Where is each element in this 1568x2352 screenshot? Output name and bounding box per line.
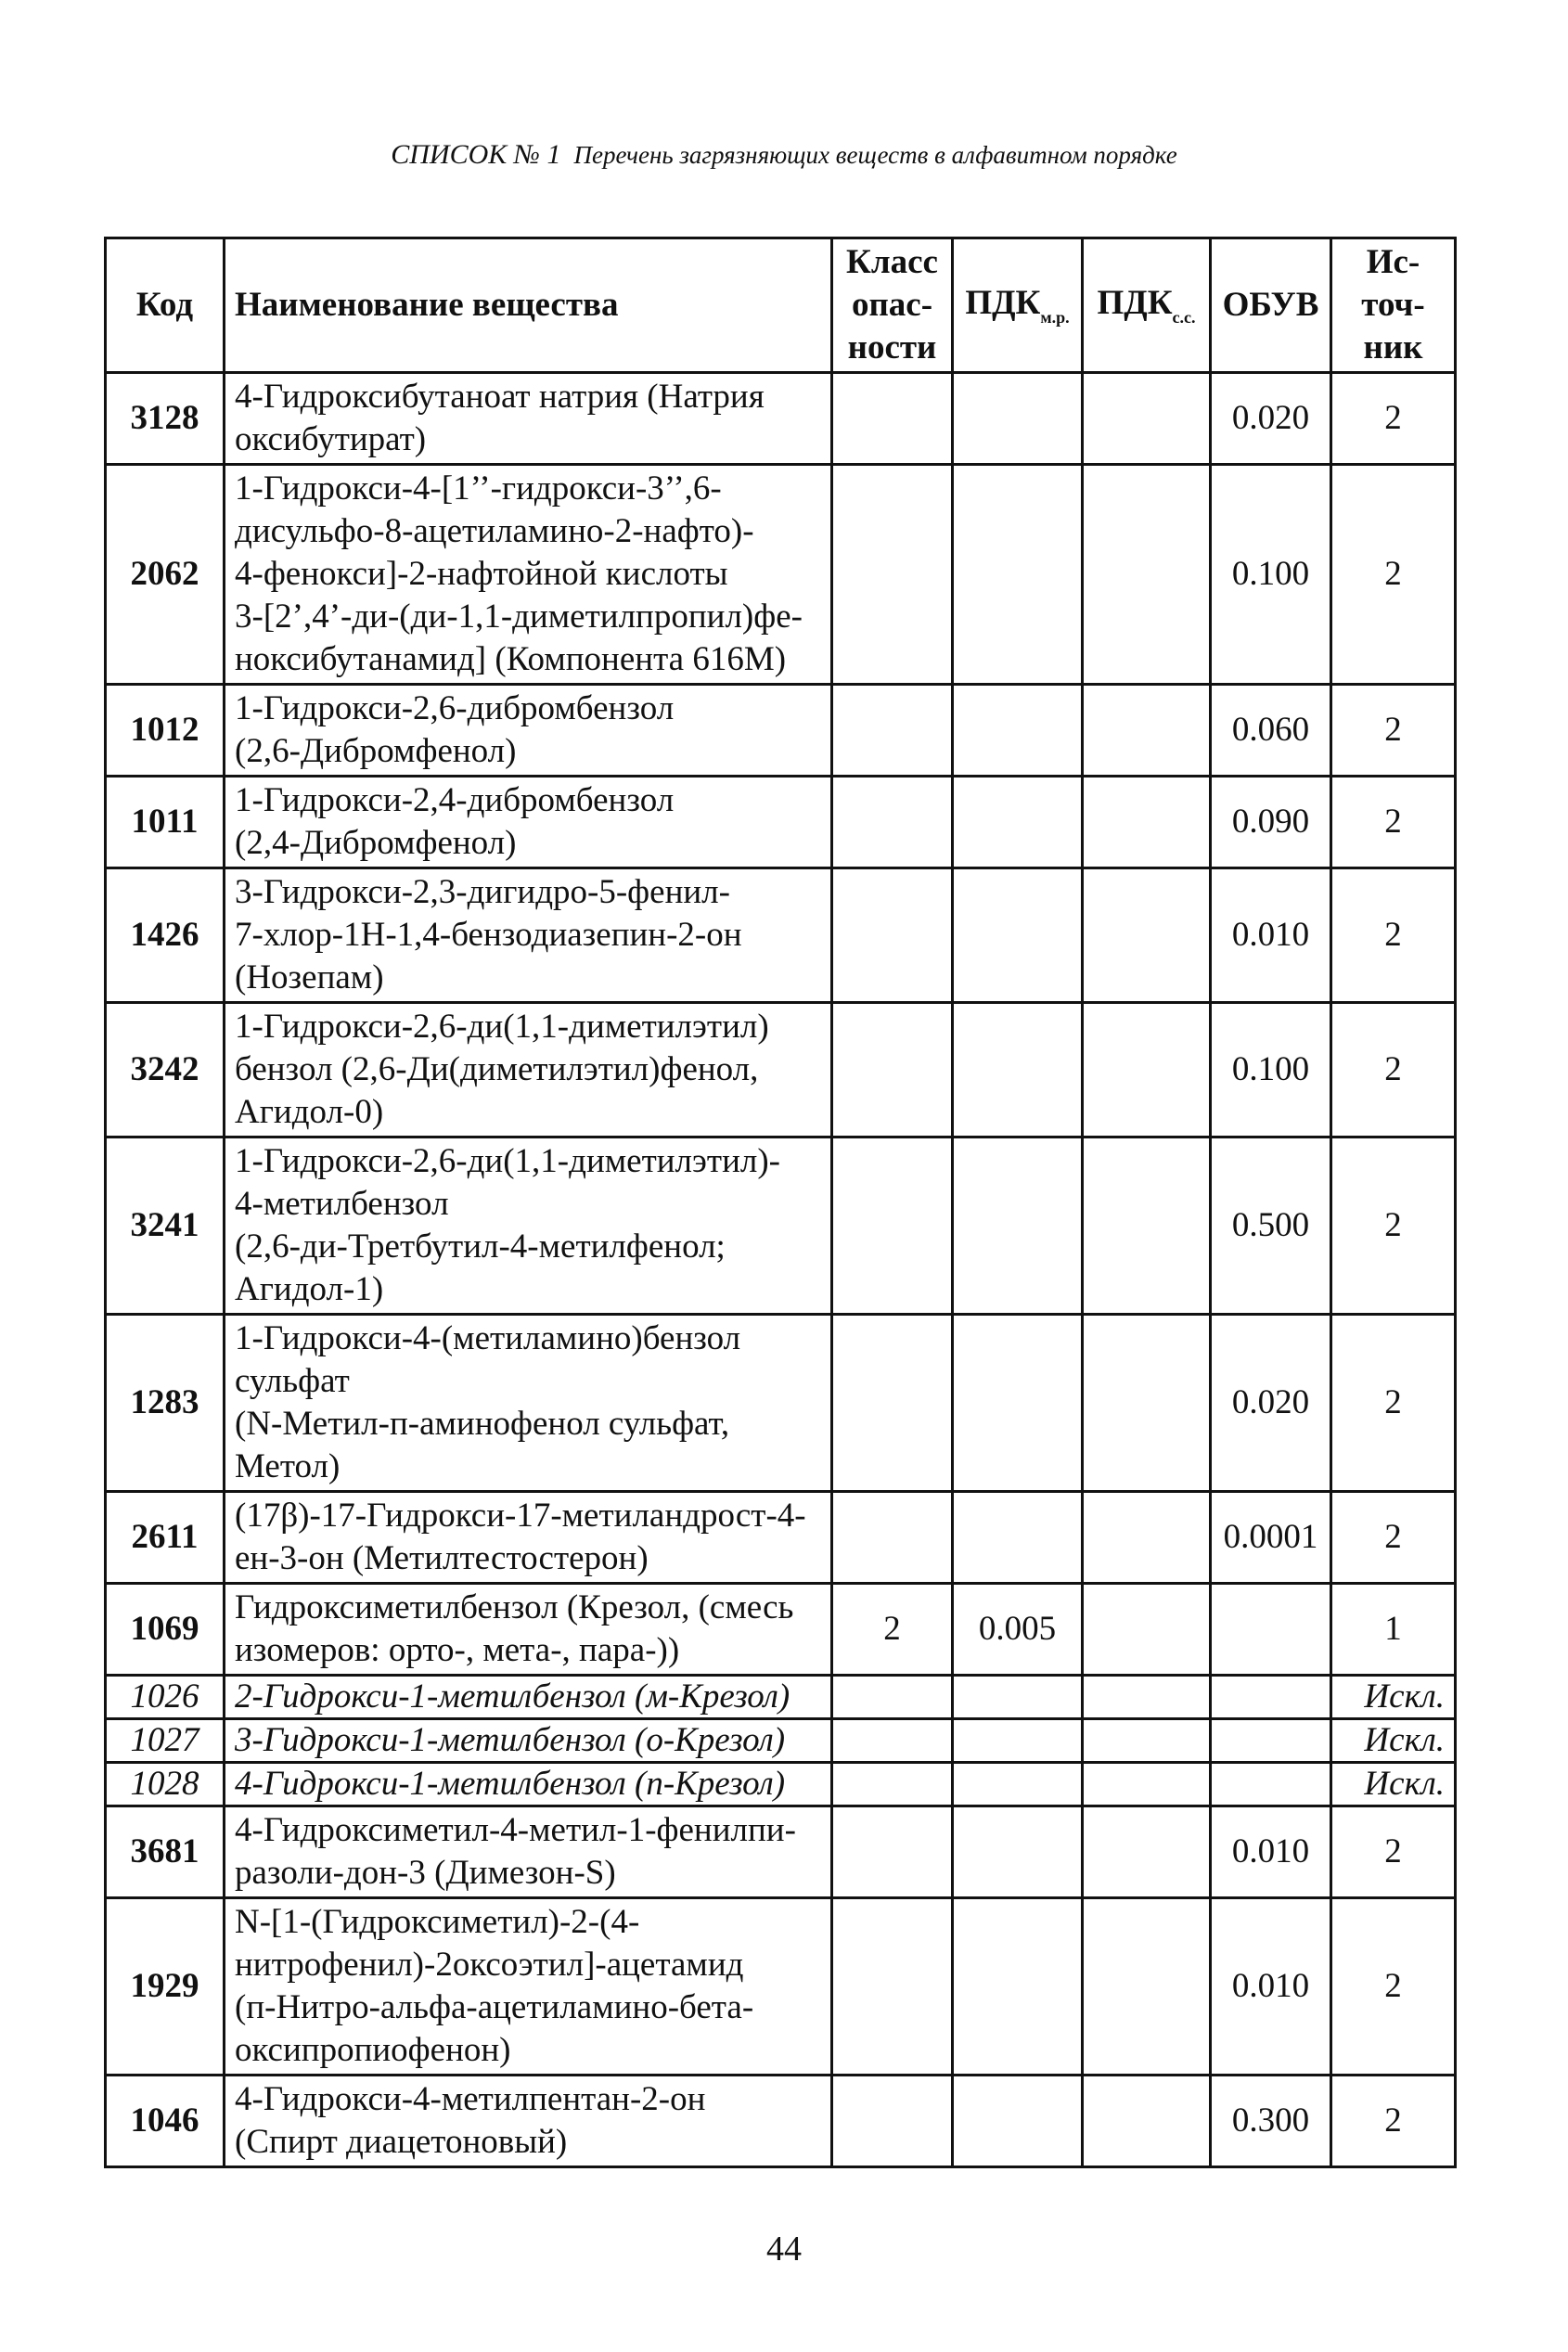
name-line: (Спирт диацетоновый) [235,2123,568,2161]
cell-pdk-mr [953,1676,1083,1719]
source-line: ник [1363,328,1423,366]
cell-code: 3241 [106,1137,225,1315]
cell-source: 2 [1331,373,1456,465]
cell-hazard-class [832,1315,953,1492]
name-line: 3-Гидрокси-1-метилбензол (о-Крезол) [235,1721,786,1759]
cell-hazard-class [832,777,953,868]
cell-obuv: 0.100 [1211,465,1331,685]
cell-code: 1283 [106,1315,225,1492]
name-line: 1-Гидрокси-2,6-дибромбензол [235,689,675,727]
cell-obuv: 0.020 [1211,1315,1331,1492]
cell-obuv: 0.010 [1211,868,1331,1003]
table-row [106,2076,1456,2167]
cell-obuv: 0.100 [1211,1003,1331,1137]
table-row [106,1676,1456,1719]
name-line: разоли-дон-3 (Димезон-S) [235,1854,616,1892]
cell-hazard-class [832,1719,953,1763]
cell-code: 1011 [106,777,225,868]
name-line: 4-Гидрокси-4-метилпентан-2-он [235,2080,706,2118]
col-header-obuv: ОБУВ [1211,238,1331,373]
table-row [106,1137,1456,1315]
cell-obuv [1211,1763,1331,1806]
cell-source: 2 [1331,1137,1456,1315]
name-line: оксипропиофенон) [235,2031,511,2069]
col-header-pdk-mr [953,238,1083,373]
cell-name [225,1584,832,1676]
cell-hazard-class [832,1137,953,1315]
table-header-row [106,238,1456,373]
cell-hazard-class [832,1763,953,1806]
cell-code: 3128 [106,373,225,465]
cell-pdk-ss [1083,1763,1211,1806]
cell-hazard-class [832,685,953,777]
cell-hazard-class [832,373,953,465]
cell-pdk-ss [1083,868,1211,1003]
name-line: оксибутират) [235,420,427,458]
pdk-mr-sub: м.р. [1040,307,1070,327]
cell-code: 1028 [106,1763,225,1806]
name-line: (2,4-Дибромфенол) [235,824,517,862]
name-line: сульфат [235,1362,350,1400]
cell-hazard-class [832,1898,953,2076]
cell-pdk-mr [953,1763,1083,1806]
cell-source: 2 [1331,2076,1456,2167]
cell-code: 2611 [106,1492,225,1584]
pdk-ss-main: ПДК [1097,283,1173,322]
cell-name [225,1003,832,1137]
name-line: нитрофенил)-2оксоэтил]-ацетамид [235,1946,744,1984]
cell-source: 2 [1331,1806,1456,1898]
cell-hazard-class [832,2076,953,2167]
cell-name [225,1492,832,1584]
cell-pdk-ss [1083,685,1211,777]
name-line: 2-Гидрокси-1-метилбензол (м-Крезол) [235,1677,790,1716]
cell-pdk-ss [1083,777,1211,868]
pdk-mr-main: ПДК [965,283,1041,322]
cell-pdk-mr [953,685,1083,777]
cell-pdk-mr [953,777,1083,868]
table-row [106,1898,1456,2076]
name-line: изомеров: орто-, мета-, пара-)) [235,1631,680,1669]
name-line: N-[1-(Гидроксиметил)-2-(4- [235,1903,640,1941]
cell-name [225,465,832,685]
cell-pdk-ss [1083,1719,1211,1763]
cell-name [225,1898,832,2076]
cell-code: 2062 [106,465,225,685]
cell-obuv [1211,1676,1331,1719]
name-line: 4-Гидроксибутаноат натрия (Натрия [235,378,765,416]
cell-source: 2 [1331,1898,1456,2076]
name-line: 4-Гидрокси-1-метилбензол (п-Крезол) [235,1765,786,1803]
col-header-hazard-class [832,238,953,373]
cell-pdk-ss [1083,2076,1211,2167]
cell-source: 2 [1331,465,1456,685]
cell-pdk-mr [953,1806,1083,1898]
cell-code: 3681 [106,1806,225,1898]
table-row [106,1763,1456,1806]
col-header-pdk-ss [1083,238,1211,373]
cell-pdk-mr [953,465,1083,685]
cell-pdk-mr [953,1003,1083,1137]
name-line: 1-Гидрокси-4-[1’’-гидрокси-3’’,6- [235,469,722,508]
cell-obuv: 0.500 [1211,1137,1331,1315]
list-title: Перечень загрязняющих веществ в алфавитном порядке [573,141,1177,169]
substances-table [104,237,1457,2168]
hazard-class-line: ности [847,328,937,366]
cell-pdk-ss [1083,1315,1211,1492]
cell-code: 1426 [106,868,225,1003]
cell-hazard-class [832,1806,953,1898]
cell-hazard-class [832,1003,953,1137]
cell-obuv: 0.060 [1211,685,1331,777]
cell-source: 2 [1331,685,1456,777]
cell-name [225,685,832,777]
cell-hazard-class: 2 [832,1584,953,1676]
cell-code: 3242 [106,1003,225,1137]
cell-obuv: 0.010 [1211,1898,1331,2076]
table-row [106,1315,1456,1492]
cell-pdk-mr [953,1315,1083,1492]
cell-pdk-ss [1083,1137,1211,1315]
cell-source: 2 [1331,1003,1456,1137]
name-line: 4-фенокси]-2-нафтойной кислоты [235,555,728,593]
col-header-code: Код [106,238,225,373]
cell-source: Искл. [1331,1763,1456,1806]
name-line: Агидол-1) [235,1270,384,1308]
table-row [106,868,1456,1003]
name-line: Метол) [235,1447,341,1485]
cell-source: 2 [1331,777,1456,868]
name-line: Гидроксиметилбензол (Крезол, (смесь [235,1588,794,1626]
name-line: 4-Гидроксиметил-4-метил-1-фенилпи- [235,1811,796,1849]
name-line: ен-3-он (Метилтестостерон) [235,1539,649,1577]
hazard-class-line: опас- [851,286,933,324]
cell-source: 2 [1331,868,1456,1003]
cell-pdk-ss [1083,1898,1211,2076]
table-row [106,777,1456,868]
cell-pdk-ss [1083,1003,1211,1137]
name-line: (17β)-17-Гидрокси-17-метиландрост-4- [235,1497,806,1535]
source-line: точ- [1361,286,1425,324]
cell-pdk-ss [1083,465,1211,685]
table-row [106,1003,1456,1137]
cell-name [225,1315,832,1492]
cell-name [225,2076,832,2167]
name-line: (п-Нитро-альфа-ацетиламино-бета- [235,1988,754,2026]
cell-pdk-mr [953,868,1083,1003]
name-line: 7-хлор-1Н-1,4-бензодиазепин-2-он [235,916,742,954]
table-row [106,465,1456,685]
name-line: (N-Метил-п-аминофенол сульфат, [235,1405,730,1443]
cell-name [225,373,832,465]
table-row [106,1584,1456,1676]
cell-code: 1929 [106,1898,225,2076]
name-line: дисульфо-8-ацетиламино-2-нафто)- [235,512,754,550]
cell-obuv: 0.0001 [1211,1492,1331,1584]
cell-pdk-mr [953,1492,1083,1584]
cell-obuv: 0.300 [1211,2076,1331,2167]
cell-name [225,1806,832,1898]
table-row [106,373,1456,465]
cell-obuv [1211,1719,1331,1763]
cell-pdk-mr: 0.005 [953,1584,1083,1676]
cell-code: 1027 [106,1719,225,1763]
col-header-source [1331,238,1456,373]
cell-name [225,868,832,1003]
table-row [106,1806,1456,1898]
cell-code: 1069 [106,1584,225,1676]
cell-obuv: 0.020 [1211,373,1331,465]
pdk-ss-sub: с.с. [1172,307,1196,327]
cell-name [225,777,832,868]
cell-pdk-ss [1083,1584,1211,1676]
name-line: 1-Гидрокси-2,6-ди(1,1-диметилэтил)- [235,1142,780,1180]
table-row [106,685,1456,777]
source-line: Ис- [1366,243,1420,281]
cell-name [225,1676,832,1719]
running-head [0,139,1568,171]
cell-name [225,1137,832,1315]
name-line: бензол (2,6-Ди(диметилэтил)фенол, [235,1050,759,1088]
cell-source: 1 [1331,1584,1456,1676]
name-line: 4-метилбензол [235,1185,449,1223]
cell-pdk-mr [953,373,1083,465]
table-row [106,1719,1456,1763]
col-header-name: Наименование вещества [225,238,832,373]
cell-pdk-mr [953,1137,1083,1315]
cell-name [225,1763,832,1806]
cell-pdk-mr [953,1719,1083,1763]
cell-pdk-ss [1083,1806,1211,1898]
page-number: 44 [766,2230,802,2268]
cell-pdk-mr [953,2076,1083,2167]
table-row [106,1492,1456,1584]
name-line: 1-Гидрокси-4-(метиламино)бензол [235,1319,741,1357]
cell-hazard-class [832,1676,953,1719]
name-line: (2,6-ди-Третбутил-4-метилфенол; [235,1227,726,1266]
name-line: Агидол-0) [235,1093,384,1131]
hazard-class-line: Класс [846,243,938,281]
cell-pdk-ss [1083,373,1211,465]
name-line: 3-[2’,4’-ди-(ди-1,1-диметилпропил)фе- [235,598,803,636]
cell-obuv: 0.090 [1211,777,1331,868]
cell-hazard-class [832,868,953,1003]
cell-source: 2 [1331,1492,1456,1584]
cell-source: Искл. [1331,1719,1456,1763]
name-line: ноксибутанамид] (Компонента 616М) [235,640,787,678]
list-number: СПИСОК № 1 [391,139,561,170]
cell-obuv [1211,1584,1331,1676]
cell-hazard-class [832,465,953,685]
cell-source: Искл. [1331,1676,1456,1719]
name-line: 3-Гидрокси-2,3-дигидро-5-фенил- [235,873,730,911]
name-line: (Нозепам) [235,958,384,996]
cell-source: 2 [1331,1315,1456,1492]
cell-obuv: 0.010 [1211,1806,1331,1898]
name-line: 1-Гидрокси-2,4-дибромбензол [235,781,675,819]
table-body [106,373,1456,2167]
cell-pdk-ss [1083,1676,1211,1719]
cell-name [225,1719,832,1763]
name-line: (2,6-Дибромфенол) [235,732,517,770]
cell-code: 1046 [106,2076,225,2167]
cell-pdk-ss [1083,1492,1211,1584]
cell-code: 1026 [106,1676,225,1719]
cell-hazard-class [832,1492,953,1584]
cell-code: 1012 [106,685,225,777]
cell-pdk-mr [953,1898,1083,2076]
name-line: 1-Гидрокси-2,6-ди(1,1-диметилэтил) [235,1008,769,1046]
